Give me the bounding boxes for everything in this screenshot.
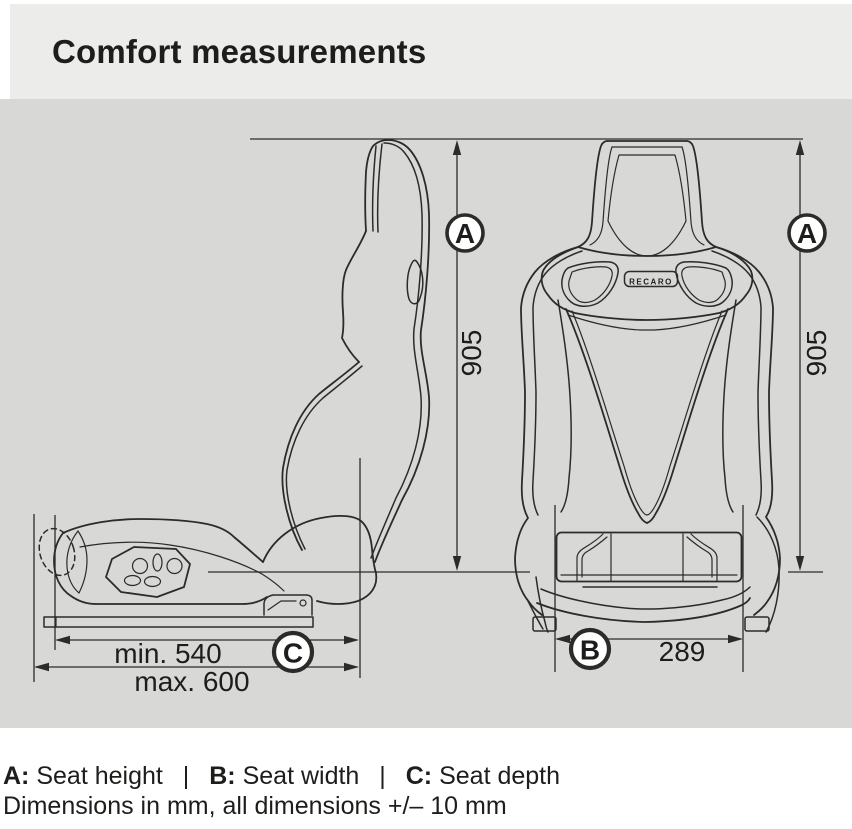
legend-label-a: Seat height — [36, 762, 163, 790]
seat-rail — [44, 617, 313, 627]
seat-dimension-diagram — [0, 99, 852, 728]
control-pad — [106, 547, 190, 597]
legend-key-b: B: — [209, 762, 236, 790]
control-pad-buttons — [125, 554, 183, 587]
legend-keys — [3, 761, 560, 791]
depth-min-value: min. 540 — [114, 638, 222, 669]
header-bar — [10, 4, 852, 99]
cushion-band — [557, 533, 742, 588]
legend-separator: | — [379, 762, 386, 790]
seat-side-view — [33, 140, 429, 627]
recaro-badge-label: RECARO — [629, 277, 673, 287]
callout-a-right-label: A — [796, 218, 818, 249]
legend-note: Dimensions in mm, all dimensions +/– 10 mm — [3, 792, 507, 820]
callout-b-label: B — [579, 634, 601, 666]
width-value: 289 — [658, 636, 706, 667]
callout-a-left-label: A — [454, 218, 476, 249]
page-title: Comfort measurements — [52, 32, 427, 70]
diagram-canvas — [0, 99, 852, 728]
legend-separator: | — [182, 762, 190, 790]
legend-key-c: C: — [405, 762, 433, 790]
legend — [3, 761, 560, 821]
tilt-knob-dashed — [33, 524, 80, 580]
legend-key-a: A: — [3, 762, 30, 790]
height-value-left: 905 — [456, 329, 487, 377]
headrest — [578, 141, 716, 256]
height-value-right: 905 — [801, 329, 832, 377]
shoulder-panel — [542, 247, 753, 320]
callout-c-label: C — [282, 637, 304, 669]
seat-foot-right — [745, 617, 769, 631]
legend-label-c: Seat depth — [439, 762, 561, 790]
depth-max-value: max. 600 — [134, 666, 250, 697]
legend-label-b: Seat width — [242, 762, 360, 790]
